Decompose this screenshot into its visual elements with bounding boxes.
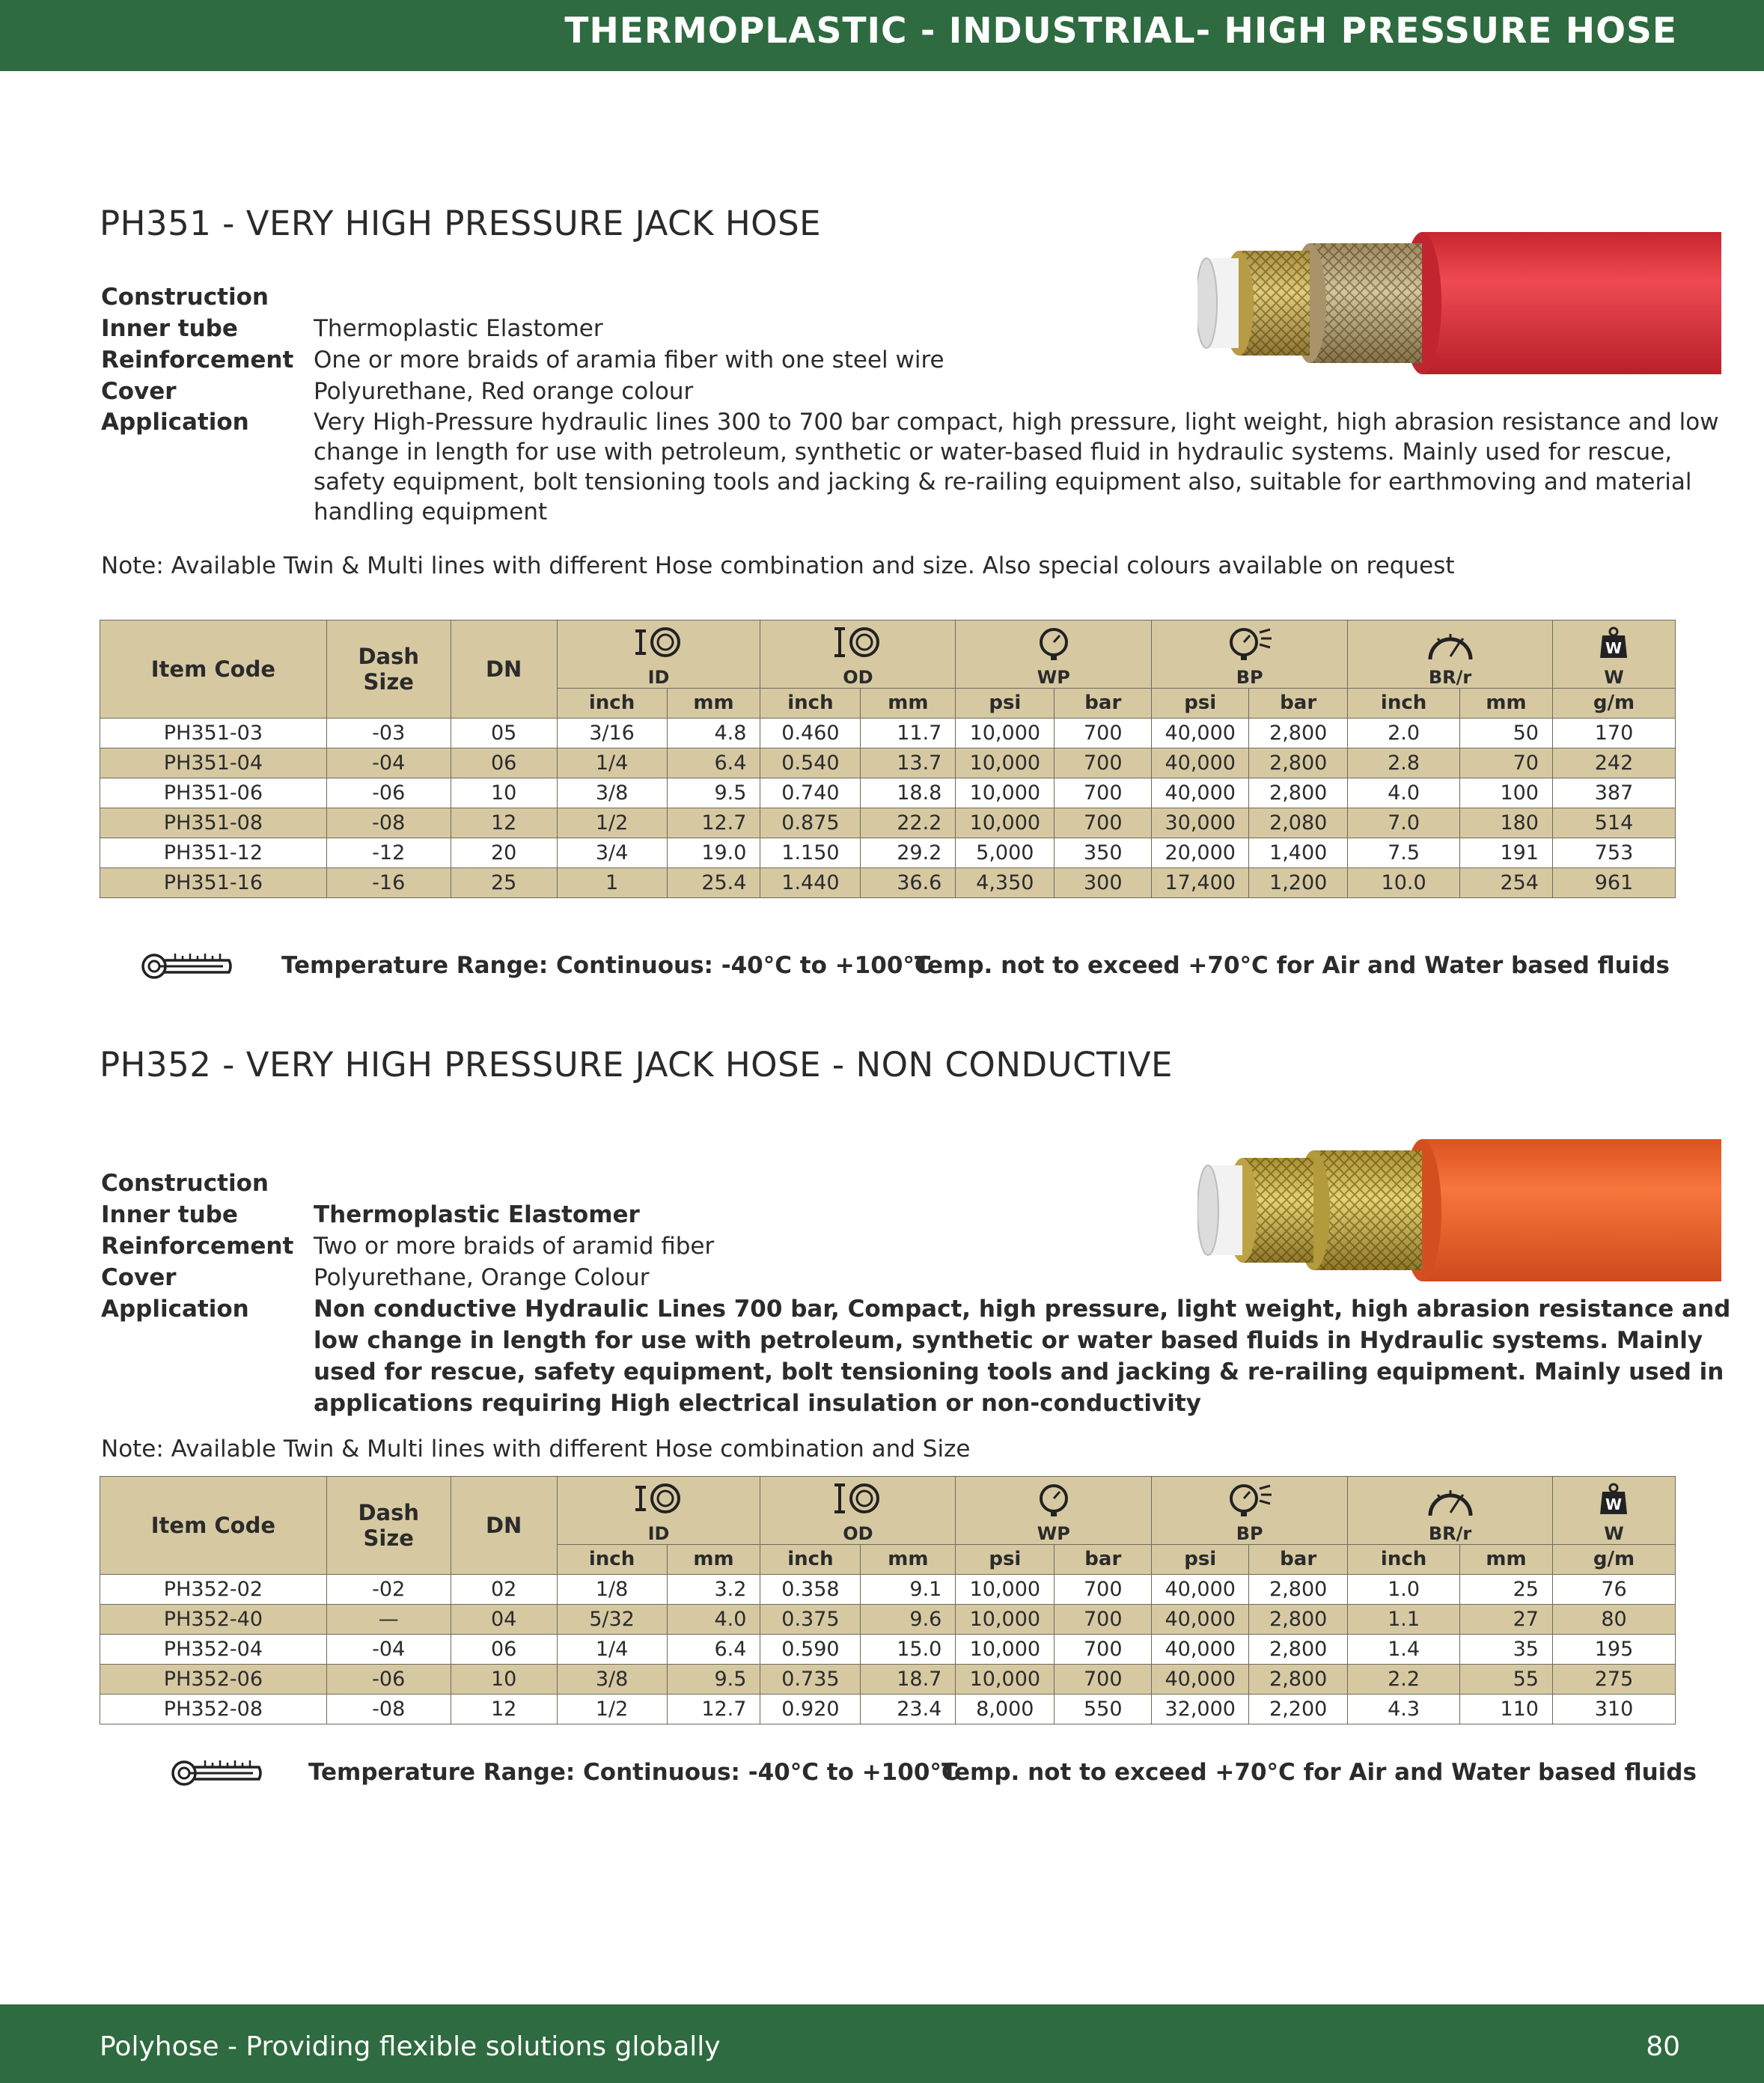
th-w: W bbox=[1552, 1517, 1675, 1544]
th-unit: g/m bbox=[1552, 1544, 1675, 1574]
table-cell: 9.5 bbox=[667, 778, 760, 808]
header-bar bbox=[0, 0, 1764, 71]
table-cell: 700 bbox=[1055, 718, 1152, 748]
table-cell: 3/4 bbox=[557, 838, 667, 867]
th-item-code: Item Code bbox=[100, 1477, 327, 1575]
table-cell: 10,000 bbox=[956, 1634, 1055, 1664]
th-bp: BP bbox=[1152, 1517, 1348, 1544]
th-unit: bar bbox=[1249, 688, 1348, 718]
th-od: OD bbox=[760, 1517, 956, 1544]
th-unit: mm bbox=[1460, 688, 1553, 718]
spec-value-inner-tube: Thermoplastic Elastomer bbox=[314, 1201, 640, 1228]
table-row bbox=[100, 1634, 1676, 1664]
table-cell: 961 bbox=[1552, 867, 1675, 897]
table-cell: 40,000 bbox=[1152, 1574, 1249, 1604]
spec-value-reinforcement: Two or more braids of aramid fiber bbox=[314, 1233, 715, 1260]
table-cell: 04 bbox=[451, 1604, 557, 1634]
table-cell: 20 bbox=[451, 838, 557, 867]
table-cell: -08 bbox=[326, 808, 451, 838]
spec-value-reinforcement: One or more braids of aramia fiber with one steel wire bbox=[314, 347, 944, 373]
construction-label: Construction bbox=[101, 284, 269, 311]
table-cell: 300 bbox=[1055, 867, 1152, 897]
table-cell: 2,800 bbox=[1249, 1634, 1348, 1664]
spec-label-reinforcement: Reinforcement bbox=[101, 1233, 294, 1260]
table-row bbox=[100, 748, 1676, 778]
th-od: OD bbox=[760, 661, 956, 688]
table-cell: 4.8 bbox=[667, 718, 760, 748]
spec-label-cover: Cover bbox=[101, 1264, 177, 1291]
th-unit: mm bbox=[667, 1544, 760, 1574]
table-row bbox=[100, 808, 1676, 838]
item-code-cell: PH351-03 bbox=[100, 718, 327, 748]
table-cell: 10,000 bbox=[956, 1664, 1055, 1694]
table-cell: 32,000 bbox=[1152, 1694, 1249, 1724]
spec-label-inner-tube: Inner tube bbox=[101, 315, 238, 342]
table-cell: 1/2 bbox=[557, 808, 667, 838]
table-cell: 2,080 bbox=[1249, 808, 1348, 838]
table-cell: 10,000 bbox=[956, 718, 1055, 748]
table-cell: 1.440 bbox=[760, 867, 861, 897]
table-cell: 700 bbox=[1055, 808, 1152, 838]
table-cell: 0.375 bbox=[760, 1604, 861, 1634]
table-cell: 25 bbox=[451, 867, 557, 897]
item-code-cell: PH351-12 bbox=[100, 838, 327, 867]
table-cell: 700 bbox=[1055, 1664, 1152, 1694]
table-cell: 35 bbox=[1460, 1634, 1553, 1664]
table-cell: 25.4 bbox=[667, 867, 760, 897]
th-unit: bar bbox=[1055, 1544, 1152, 1574]
item-code-cell: PH351-04 bbox=[100, 748, 327, 778]
th-dn: DN bbox=[451, 620, 557, 719]
burst-gauge-icon bbox=[1152, 620, 1348, 662]
table-cell: 1.150 bbox=[760, 838, 861, 867]
table-cell: 2,800 bbox=[1249, 1664, 1348, 1694]
table-cell: 50 bbox=[1460, 718, 1553, 748]
table-cell: 550 bbox=[1055, 1694, 1152, 1724]
table-cell: 275 bbox=[1552, 1664, 1675, 1694]
table-cell: 70 bbox=[1460, 748, 1553, 778]
table-cell: 12 bbox=[451, 1694, 557, 1724]
table-cell: 40,000 bbox=[1152, 718, 1249, 748]
table-cell: 0.920 bbox=[760, 1694, 861, 1724]
table-cell: 10,000 bbox=[956, 778, 1055, 808]
table-cell: 10 bbox=[451, 1664, 557, 1694]
table-cell: 4.0 bbox=[1348, 778, 1460, 808]
svg-text:W: W bbox=[1605, 1495, 1623, 1513]
table-cell: 6.4 bbox=[667, 748, 760, 778]
bend-radius-icon bbox=[1348, 1477, 1553, 1518]
table-cell: 1 bbox=[557, 867, 667, 897]
inner-diameter-icon bbox=[557, 620, 760, 662]
th-w: W bbox=[1552, 661, 1675, 688]
burst-gauge-icon bbox=[1152, 1477, 1348, 1518]
table-cell: -02 bbox=[326, 1574, 451, 1604]
table-row bbox=[100, 778, 1676, 808]
item-code-cell: PH351-06 bbox=[100, 778, 327, 808]
th-id: ID bbox=[557, 1517, 760, 1544]
table-cell: 06 bbox=[451, 1634, 557, 1664]
th-wp: WP bbox=[956, 1517, 1152, 1544]
table-cell: -06 bbox=[326, 778, 451, 808]
table-row bbox=[100, 867, 1676, 897]
table-cell: 1/2 bbox=[557, 1694, 667, 1724]
table-cell: 9.6 bbox=[861, 1604, 956, 1634]
table-cell: 6.4 bbox=[667, 1634, 760, 1664]
table-cell: -12 bbox=[326, 838, 451, 867]
pressure-gauge-icon bbox=[956, 1477, 1152, 1518]
table-cell: 7.0 bbox=[1348, 808, 1460, 838]
spec-label-inner-tube: Inner tube bbox=[101, 1201, 238, 1228]
table-cell: 242 bbox=[1552, 748, 1675, 778]
table-cell: 06 bbox=[451, 748, 557, 778]
table-cell: 7.5 bbox=[1348, 838, 1460, 867]
table-cell: 15.0 bbox=[861, 1634, 956, 1664]
table-cell: 195 bbox=[1552, 1634, 1675, 1664]
note-ph351: Note: Available Twin & Multi lines with different Hose combination and size. Also special colours available on request bbox=[101, 552, 1455, 579]
table-cell: 3.2 bbox=[667, 1574, 760, 1604]
table-cell: 700 bbox=[1055, 748, 1152, 778]
svg-text:W: W bbox=[1605, 639, 1623, 657]
item-code-cell: PH352-04 bbox=[100, 1634, 327, 1664]
table-cell: 254 bbox=[1460, 867, 1553, 897]
table-cell: 700 bbox=[1055, 778, 1152, 808]
spec-list-ph351 bbox=[101, 281, 1733, 527]
table-cell: 1/8 bbox=[557, 1574, 667, 1604]
th-wp: WP bbox=[956, 661, 1152, 688]
table-cell: 80 bbox=[1552, 1604, 1675, 1634]
item-code-cell: PH351-08 bbox=[100, 808, 327, 838]
table-cell: 11.7 bbox=[861, 718, 956, 748]
table-row bbox=[100, 718, 1676, 748]
page-header-title: THERMOPLASTIC - INDUSTRIAL- HIGH PRESSURE HOSE bbox=[564, 10, 1677, 52]
inner-diameter-icon bbox=[557, 1477, 760, 1518]
page-number: 80 bbox=[1646, 2031, 1680, 2062]
th-unit: mm bbox=[861, 1544, 956, 1574]
th-unit: mm bbox=[861, 688, 956, 718]
table-cell: 10 bbox=[451, 778, 557, 808]
outer-diameter-icon bbox=[760, 620, 956, 662]
item-code-cell: PH352-40 bbox=[100, 1604, 327, 1634]
table-cell: 1.1 bbox=[1348, 1604, 1460, 1634]
table-cell: 55 bbox=[1460, 1664, 1553, 1694]
table-cell: 180 bbox=[1460, 808, 1553, 838]
table-cell: 25 bbox=[1460, 1574, 1553, 1604]
table-cell: 9.5 bbox=[667, 1664, 760, 1694]
temperature-note-ph352: Temp. not to exceed +70°C for Air and Water based fluids bbox=[941, 1759, 1697, 1786]
th-unit: inch bbox=[1348, 1544, 1460, 1574]
spec-list-ph352 bbox=[101, 1168, 1733, 1419]
table-cell: 2,800 bbox=[1249, 1574, 1348, 1604]
table-cell: 36.6 bbox=[861, 867, 956, 897]
table-cell: 0.590 bbox=[760, 1634, 861, 1664]
table-cell: 0.358 bbox=[760, 1574, 861, 1604]
th-unit: inch bbox=[760, 688, 861, 718]
spec-value-application: Very High-Pressure hydraulic lines 300 to 700 bar compact, high pressure, light weight, high abrasion resistance and low change in length for use with petroleum, synthetic or water-based fluid in hydraulic systems. Mainly used for rescue, safety equipment, bolt tensioning tools and jacking & re-railing equipment also, suitable for earthmoving and material handling equipment bbox=[314, 409, 1719, 525]
table-cell: 30,000 bbox=[1152, 808, 1249, 838]
table-cell: 19.0 bbox=[667, 838, 760, 867]
table-cell: 23.4 bbox=[861, 1694, 956, 1724]
table-cell: -16 bbox=[326, 867, 451, 897]
table-cell: 22.2 bbox=[861, 808, 956, 838]
table-cell: 2,800 bbox=[1249, 718, 1348, 748]
table-cell: 17,400 bbox=[1152, 867, 1249, 897]
table-cell: 27 bbox=[1460, 1604, 1553, 1634]
th-dash-size: Dash Size bbox=[326, 1477, 451, 1575]
table-cell: 10,000 bbox=[956, 1574, 1055, 1604]
table-cell: 700 bbox=[1055, 1604, 1152, 1634]
table-cell: 10.0 bbox=[1348, 867, 1460, 897]
spec-value-cover: Polyurethane, Orange Colour bbox=[314, 1264, 650, 1291]
th-unit: inch bbox=[557, 688, 667, 718]
table-cell: 0.740 bbox=[760, 778, 861, 808]
table-cell: 170 bbox=[1552, 718, 1675, 748]
weight-icon bbox=[1552, 620, 1675, 662]
th-unit: inch bbox=[760, 1544, 861, 1574]
table-cell: 12.7 bbox=[667, 808, 760, 838]
table-cell: 05 bbox=[451, 718, 557, 748]
thermometer-icon bbox=[139, 949, 234, 983]
table-cell: 700 bbox=[1055, 1634, 1152, 1664]
table-cell: 18.7 bbox=[861, 1664, 956, 1694]
table-cell: 1.4 bbox=[1348, 1634, 1460, 1664]
th-unit: psi bbox=[956, 688, 1055, 718]
temperature-range-ph351: Temperature Range: Continuous: -40°C to +100°C bbox=[281, 952, 932, 979]
table-cell: 1.0 bbox=[1348, 1574, 1460, 1604]
table-cell: 02 bbox=[451, 1574, 557, 1604]
th-unit: mm bbox=[1460, 1544, 1553, 1574]
th-dn: DN bbox=[451, 1477, 557, 1575]
table-row bbox=[100, 1574, 1676, 1604]
th-unit: psi bbox=[956, 1544, 1055, 1574]
table-cell: 2,200 bbox=[1249, 1694, 1348, 1724]
table-cell: 0.735 bbox=[760, 1664, 861, 1694]
product-title-ph352: PH352 - VERY HIGH PRESSURE JACK HOSE - NON CONDUCTIVE bbox=[100, 1045, 1173, 1085]
temperature-range-ph352: Temperature Range: Continuous: -40°C to +100°C bbox=[308, 1759, 959, 1786]
table-cell: 753 bbox=[1552, 838, 1675, 867]
table-cell: 40,000 bbox=[1152, 748, 1249, 778]
bend-radius-icon bbox=[1348, 620, 1553, 662]
spec-value-application: Non conductive Hydraulic Lines 700 bar, Compact, high pressure, light weight, high abrasion resistance and low change in length for use with petroleum, synthetic or water based fluids in Hydraulic systems. Mainly used for rescue, safety equipment, bolt tensioning tools and jacking & re-railing equipment. Mainly used in applications requiring High electrical insulation or non-conductivity bbox=[314, 1296, 1731, 1417]
table-cell: 2,800 bbox=[1249, 748, 1348, 778]
table-row bbox=[100, 1694, 1676, 1724]
table-cell: 40,000 bbox=[1152, 1604, 1249, 1634]
spec-label-application: Application bbox=[101, 1296, 249, 1323]
table-cell: 1/4 bbox=[557, 1634, 667, 1664]
table-cell: 387 bbox=[1552, 778, 1675, 808]
note-ph352: Note: Available Twin & Multi lines with different Hose combination and Size bbox=[101, 1436, 971, 1463]
outer-diameter-icon bbox=[760, 1477, 956, 1518]
th-unit: mm bbox=[667, 688, 760, 718]
table-cell: -04 bbox=[326, 748, 451, 778]
table-cell: 3/16 bbox=[557, 718, 667, 748]
pressure-gauge-icon bbox=[956, 620, 1152, 662]
table-cell: 29.2 bbox=[861, 838, 956, 867]
th-item-code: Item Code bbox=[100, 620, 327, 719]
table-cell: 5/32 bbox=[557, 1604, 667, 1634]
table-cell: 9.1 bbox=[861, 1574, 956, 1604]
table-row bbox=[100, 838, 1676, 867]
table-cell: 40,000 bbox=[1152, 1664, 1249, 1694]
table-cell: 10,000 bbox=[956, 748, 1055, 778]
construction-label: Construction bbox=[101, 1170, 269, 1197]
item-code-cell: PH352-08 bbox=[100, 1694, 327, 1724]
spec-table-ph351 bbox=[100, 620, 1676, 898]
table-cell: 350 bbox=[1055, 838, 1152, 867]
table-cell: 1/4 bbox=[557, 748, 667, 778]
th-bp: BP bbox=[1152, 661, 1348, 688]
footer-bar bbox=[0, 2004, 1764, 2083]
table-cell: 20,000 bbox=[1152, 838, 1249, 867]
table-cell: 40,000 bbox=[1152, 778, 1249, 808]
table-cell: 1,400 bbox=[1249, 838, 1348, 867]
table-cell: 2,800 bbox=[1249, 778, 1348, 808]
th-unit: psi bbox=[1152, 688, 1249, 718]
table-cell: 100 bbox=[1460, 778, 1553, 808]
item-code-cell: PH351-16 bbox=[100, 867, 327, 897]
table-cell: 18.8 bbox=[861, 778, 956, 808]
table-cell: 10,000 bbox=[956, 808, 1055, 838]
table-cell: 8,000 bbox=[956, 1694, 1055, 1724]
table-cell: 2.0 bbox=[1348, 718, 1460, 748]
thermometer-icon bbox=[169, 1756, 263, 1790]
spec-value-cover: Polyurethane, Red orange colour bbox=[314, 378, 694, 405]
table-cell: 191 bbox=[1460, 838, 1553, 867]
th-unit: inch bbox=[1348, 688, 1460, 718]
table-cell: 2,800 bbox=[1249, 1604, 1348, 1634]
th-unit: bar bbox=[1249, 1544, 1348, 1574]
table-cell: -06 bbox=[326, 1664, 451, 1694]
footer-tagline: Polyhose - Providing flexible solutions globally bbox=[100, 2031, 721, 2062]
table-cell: 1,200 bbox=[1249, 867, 1348, 897]
th-unit: inch bbox=[557, 1544, 667, 1574]
table-cell: 3/8 bbox=[557, 778, 667, 808]
table-cell: 0.460 bbox=[760, 718, 861, 748]
table-cell: 110 bbox=[1460, 1694, 1553, 1724]
table-cell: 10,000 bbox=[956, 1604, 1055, 1634]
spec-label-application: Application bbox=[101, 409, 249, 436]
spec-value-inner-tube: Thermoplastic Elastomer bbox=[314, 315, 603, 342]
th-br: BR/r bbox=[1348, 661, 1553, 688]
table-cell: 700 bbox=[1055, 1574, 1152, 1604]
table-cell: 12 bbox=[451, 808, 557, 838]
table-cell: 13.7 bbox=[861, 748, 956, 778]
table-cell: 310 bbox=[1552, 1694, 1675, 1724]
table-cell: 4.3 bbox=[1348, 1694, 1460, 1724]
th-unit: g/m bbox=[1552, 688, 1675, 718]
table-cell: 514 bbox=[1552, 808, 1675, 838]
th-unit: psi bbox=[1152, 1544, 1249, 1574]
table-cell: — bbox=[326, 1604, 451, 1634]
th-br: BR/r bbox=[1348, 1517, 1553, 1544]
th-dash-size: Dash Size bbox=[326, 620, 451, 719]
table-cell: -04 bbox=[326, 1634, 451, 1664]
spec-label-cover: Cover bbox=[101, 378, 177, 405]
spec-label-reinforcement: Reinforcement bbox=[101, 347, 294, 373]
table-row bbox=[100, 1664, 1676, 1694]
table-cell: 2.8 bbox=[1348, 748, 1460, 778]
table-cell: 3/8 bbox=[557, 1664, 667, 1694]
item-code-cell: PH352-02 bbox=[100, 1574, 327, 1604]
table-cell: 12.7 bbox=[667, 1694, 760, 1724]
table-cell: 76 bbox=[1552, 1574, 1675, 1604]
table-cell: 4.0 bbox=[667, 1604, 760, 1634]
table-cell: 0.540 bbox=[760, 748, 861, 778]
table-cell: 0.875 bbox=[760, 808, 861, 838]
product-title-ph351: PH351 - VERY HIGH PRESSURE JACK HOSE bbox=[100, 204, 822, 243]
th-unit: bar bbox=[1055, 688, 1152, 718]
table-cell: -03 bbox=[326, 718, 451, 748]
table-cell: 5,000 bbox=[956, 838, 1055, 867]
table-row bbox=[100, 1604, 1676, 1634]
table-cell: 2.2 bbox=[1348, 1664, 1460, 1694]
weight-icon bbox=[1552, 1477, 1675, 1518]
temperature-note-ph351: Temp. not to exceed +70°C for Air and Water based fluids bbox=[915, 952, 1670, 979]
th-id: ID bbox=[557, 661, 760, 688]
item-code-cell: PH352-06 bbox=[100, 1664, 327, 1694]
table-cell: -08 bbox=[326, 1694, 451, 1724]
spec-table-ph352 bbox=[100, 1476, 1676, 1724]
table-cell: 4,350 bbox=[956, 867, 1055, 897]
table-cell: 40,000 bbox=[1152, 1634, 1249, 1664]
